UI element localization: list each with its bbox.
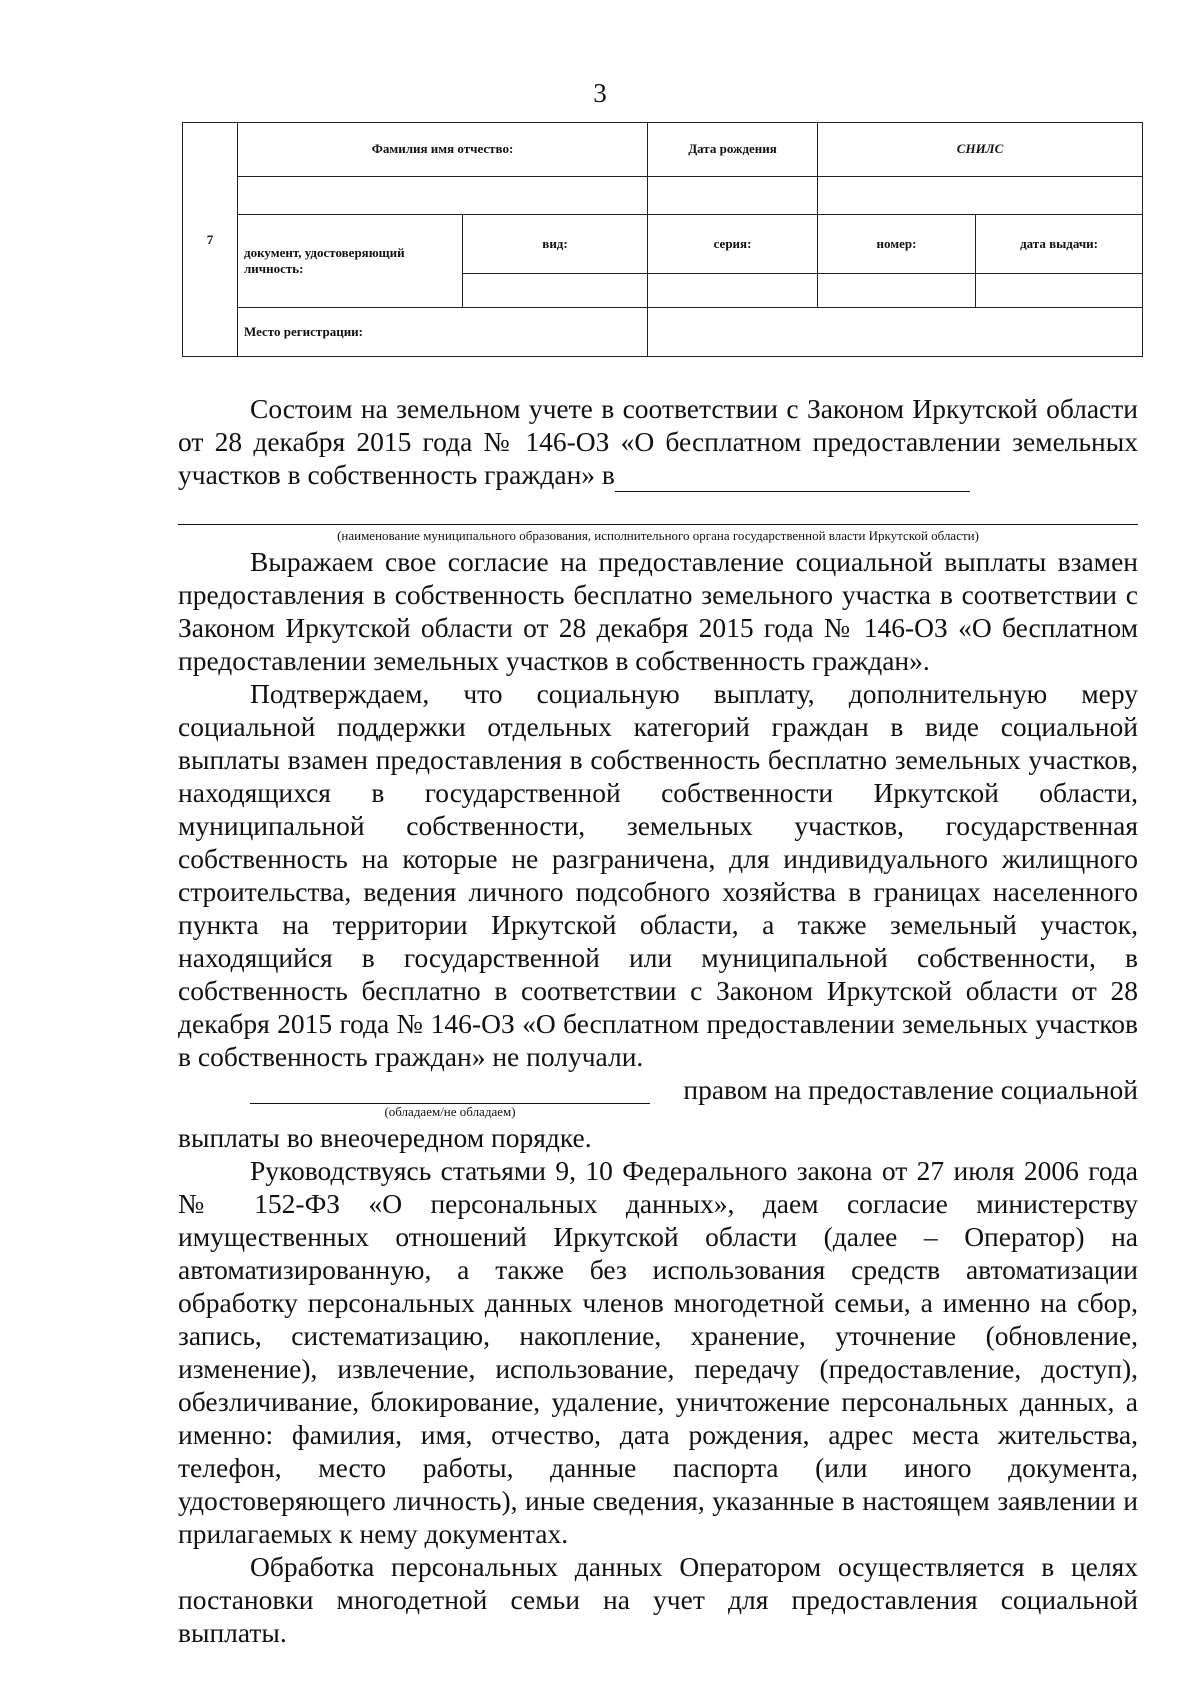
paragraph-personal-data: Руководствуясь статьями 9, 10 Федерального закона от 27 июля 2006 года № 152-ФЗ «О персональных данных», даем согласие министерству имущественных отношений Иркутской области (далее – Оператор) на автоматизированную, а также без использования средств автоматизации обработку персональных данных членов многодетной семьи, а именно на сбор, запись, систематизацию, накопление, хранение, уточнение (обновление, изменение), извлечение, использование, передачу (предоставление, доступ), обезличивание, блокирование, удаление, уничтожение персональных данных, а именно: фамилия, имя, отчество, дата рождения, адрес места жительства, телефон, место работы, данные паспорта (или иного документа, удостоверяющего личность), иные сведения, указанные в настоящем заявлении и прилагаемых к нему документах. [178, 1155, 1138, 1549]
doc-type-field[interactable] [463, 273, 648, 308]
birth-date-field[interactable] [648, 176, 818, 214]
family-member-table [182, 122, 1143, 357]
registration-field[interactable] [648, 308, 1143, 357]
registration-label: Место регистрации: [238, 308, 648, 357]
page-number: 3 [593, 78, 607, 108]
priority-right-line [178, 1073, 1138, 1106]
fio-label: Фамилия имя отчество: [238, 123, 648, 177]
paragraph-confirmation: Подтверждаем, что социальную выплату, дополнительную меру социальной поддержки отдельных категорий граждан в виде социальной выплаты взамен предоставления в собственность бесплатно земельных участков, находящихся в государственной собственности Иркутской области, муниципальной собственности, земельных участков, государственная собственность на которые не разграничена, для индивидуального жилищного строительства, ведения личного подсобного хозяйства в границах населенного пункта на территории Иркутской области, а также земельный участок, находящийся в государственной или муниципальной собственности, в собственность бесплатно в соответствии с Законом Иркутской области от 28 декабря 2015 года № 146-ОЗ «О бесплатном предоставлении земельных участков в собственность граждан» не получали. [178, 678, 1138, 1072]
doc-series-label: серия: [648, 214, 818, 273]
municipality-line[interactable] [178, 510, 1138, 525]
priority-right-continuation: выплаты во внеочередном порядке. [178, 1122, 592, 1153]
municipality-caption: (наименование муниципального образования, исполнительного органа государственной власти Иркутской области) [337, 528, 979, 543]
row-number: 7 [183, 123, 238, 357]
paragraph-land-registry [178, 392, 1138, 492]
fio-field[interactable] [238, 176, 648, 214]
doc-issue-date-field[interactable] [976, 273, 1143, 308]
doc-number-label: номер: [818, 214, 976, 273]
paragraph-consent: Выражаем свое согласие на предоставление социальной выплаты взамен предоставления в собственность бесплатно земельного участка в соответствии с Законом Иркутской области от 28 декабря 2015 года № 146-ОЗ «О бесплатном предоставлении земельных участков в собственность граждан». [178, 546, 1138, 676]
birth-date-label: Дата рождения [648, 123, 818, 177]
priority-right-blank[interactable] [250, 1073, 650, 1104]
id-document-label: документ, удостоверяющий личность: [238, 214, 463, 308]
doc-series-field[interactable] [648, 273, 818, 308]
doc-type-label: вид: [463, 214, 648, 273]
doc-number-field[interactable] [818, 273, 976, 308]
document-body [178, 392, 1138, 1649]
priority-right-text: правом на предоставление социальной [683, 1074, 1138, 1105]
snils-field[interactable] [818, 176, 1143, 214]
paragraph-processing-purpose: Обработка персональных данных Оператором осуществляется в целях постановки многодетной семьи на учет для предоставления социальной выплаты. [178, 1551, 1138, 1648]
doc-issue-date-label: дата выдачи: [976, 214, 1143, 273]
municipality-blank[interactable] [615, 458, 970, 492]
paragraph-land-registry-text: Состоим на земельном учете в соответствии с Законом Иркутской области от 28 декабря 2015 года № 146-ОЗ «О бесплатном предоставлении земельных участков в собственность граждан» в [178, 393, 1138, 490]
snils-label: СНИЛС [818, 123, 1143, 177]
priority-right-caption: (обладаем/не обладаем) [384, 1104, 516, 1119]
